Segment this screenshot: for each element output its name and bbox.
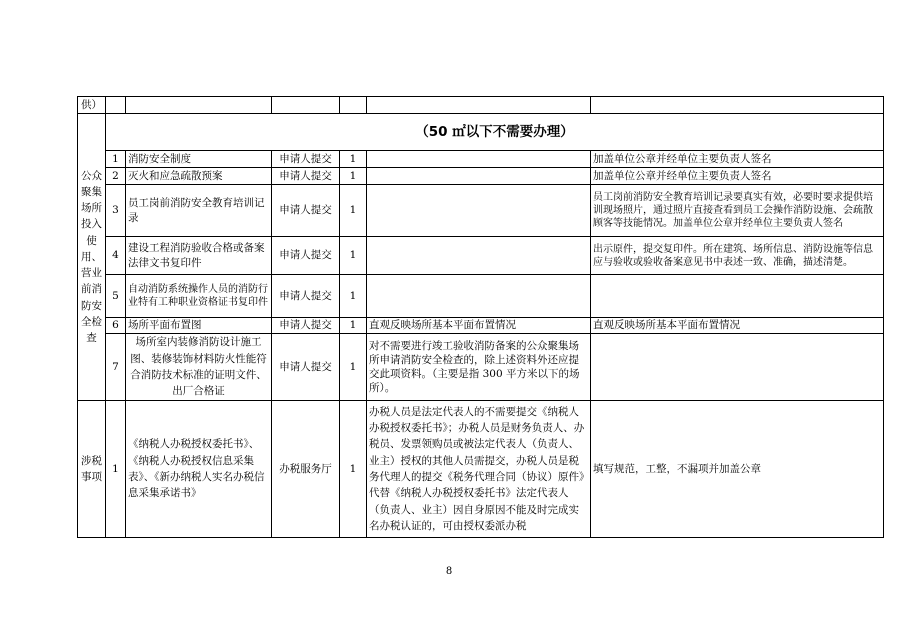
section-title-row bbox=[78, 114, 884, 151]
row-number: 5 bbox=[106, 275, 126, 318]
submit-method: 申请人提交 bbox=[272, 168, 340, 185]
material-name: 场所平面布置图 bbox=[126, 318, 272, 334]
material-name: 消防安全制度 bbox=[126, 151, 272, 168]
copies: 1 bbox=[340, 237, 367, 275]
scope: 办税人员是法定代表人的不需要提交《纳税人办税授权委托书》；办税人员是财务负责人、办税员、发票领购员或被法定代表人（负责人、业主）授权的其他人员需提交，办税人员是税务代理人的提交《税务代理合同（协议）原件》代替《纳税人办税授权委托书》法定代表人（负责人、业主）因自身原因不能及时完成实名办税认证的，可由授权委派办税 bbox=[367, 401, 591, 538]
table-row bbox=[78, 334, 884, 401]
submit-method: 申请人提交 bbox=[272, 318, 340, 334]
row-number: 7 bbox=[106, 334, 126, 401]
submit-method: 申请人提交 bbox=[272, 185, 340, 237]
table-row bbox=[78, 185, 884, 237]
row-number: 1 bbox=[106, 401, 126, 538]
section-title: （50 ㎡以下不需要办理） bbox=[106, 114, 884, 151]
table-row bbox=[78, 168, 884, 185]
copies: 1 bbox=[340, 275, 367, 318]
requirement: 加盖单位公章并经单位主要负责人签名 bbox=[591, 151, 884, 168]
material-name: 灭火和应急疏散预案 bbox=[126, 168, 272, 185]
row-number: 4 bbox=[106, 237, 126, 275]
material-name: 员工岗前消防安全教育培训记录 bbox=[126, 185, 272, 237]
requirement: 直观反映场所基本平面布置情况 bbox=[591, 318, 884, 334]
category-cell: 供） bbox=[78, 97, 106, 114]
table-row bbox=[78, 318, 884, 334]
requirements-table bbox=[77, 96, 884, 538]
table-row bbox=[78, 275, 884, 318]
material-name: 自动消防系统操作人员的消防行业特有工种职业资格证书复印件 bbox=[126, 275, 272, 318]
table-row bbox=[78, 237, 884, 275]
page-number: 8 bbox=[445, 566, 453, 577]
table-row bbox=[78, 151, 884, 168]
category-cell: 涉税事项 bbox=[78, 401, 106, 538]
submit-method: 申请人提交 bbox=[272, 151, 340, 168]
row-number: 3 bbox=[106, 185, 126, 237]
table-row bbox=[78, 401, 884, 538]
scope bbox=[367, 275, 591, 318]
category-cell: 公众聚集场所投入使用、营业前消防安全检查 bbox=[78, 114, 106, 401]
submit-method: 申请人提交 bbox=[272, 275, 340, 318]
submit-method: 申请人提交 bbox=[272, 237, 340, 275]
row-number: 6 bbox=[106, 318, 126, 334]
material-name: 《纳税人办税授权委托书》、《纳税人办税授权信息采集表》、《新办纳税人实名办税信息采集承诺书》 bbox=[126, 401, 272, 538]
scope bbox=[367, 185, 591, 237]
copies: 1 bbox=[340, 151, 367, 168]
copies: 1 bbox=[340, 168, 367, 185]
requirement bbox=[591, 275, 884, 318]
material-name: 建设工程消防验收合格或备案法律文书复印件 bbox=[126, 237, 272, 275]
copies: 1 bbox=[340, 318, 367, 334]
scope bbox=[367, 168, 591, 185]
scope: 直观反映场所基本平面布置情况 bbox=[367, 318, 591, 334]
requirement: 出示原件，提交复印件。所在建筑、场所信息、消防设施等信息应与验收或验收备案意见书中表述一致、准确，描述清楚。 bbox=[591, 237, 884, 275]
copies: 1 bbox=[340, 334, 367, 401]
copies: 1 bbox=[340, 401, 367, 538]
copies: 1 bbox=[340, 185, 367, 237]
submit-method: 申请人提交 bbox=[272, 334, 340, 401]
scope bbox=[367, 151, 591, 168]
material-name: 场所室内装修消防设计施工图、装修装饰材料防火性能符合消防技术标准的证明文件、出厂合格证 bbox=[126, 334, 272, 401]
scope: 对不需要进行竣工验收消防备案的公众聚集场所申请消防安全检查的，除上述资料外还应提交此项资料。（主要是指 300 平方米以下的场所）。 bbox=[367, 334, 591, 401]
submit-method: 办税服务厅 bbox=[272, 401, 340, 538]
row-number: 1 bbox=[106, 151, 126, 168]
table-row bbox=[78, 97, 884, 114]
requirement: 加盖单位公章并经单位主要负责人签名 bbox=[591, 168, 884, 185]
scope bbox=[367, 237, 591, 275]
requirement: 员工岗前消防安全教育培训记录要真实有效，必要时要求提供培训现场照片，通过照片直接查看到员工会操作消防设施、会疏散顾客等技能情况。加盖单位公章并经单位主要负责人签名 bbox=[591, 185, 884, 237]
requirement bbox=[591, 334, 884, 401]
requirement: 填写规范，工整，不漏项并加盖公章 bbox=[591, 401, 884, 538]
row-number: 2 bbox=[106, 168, 126, 185]
